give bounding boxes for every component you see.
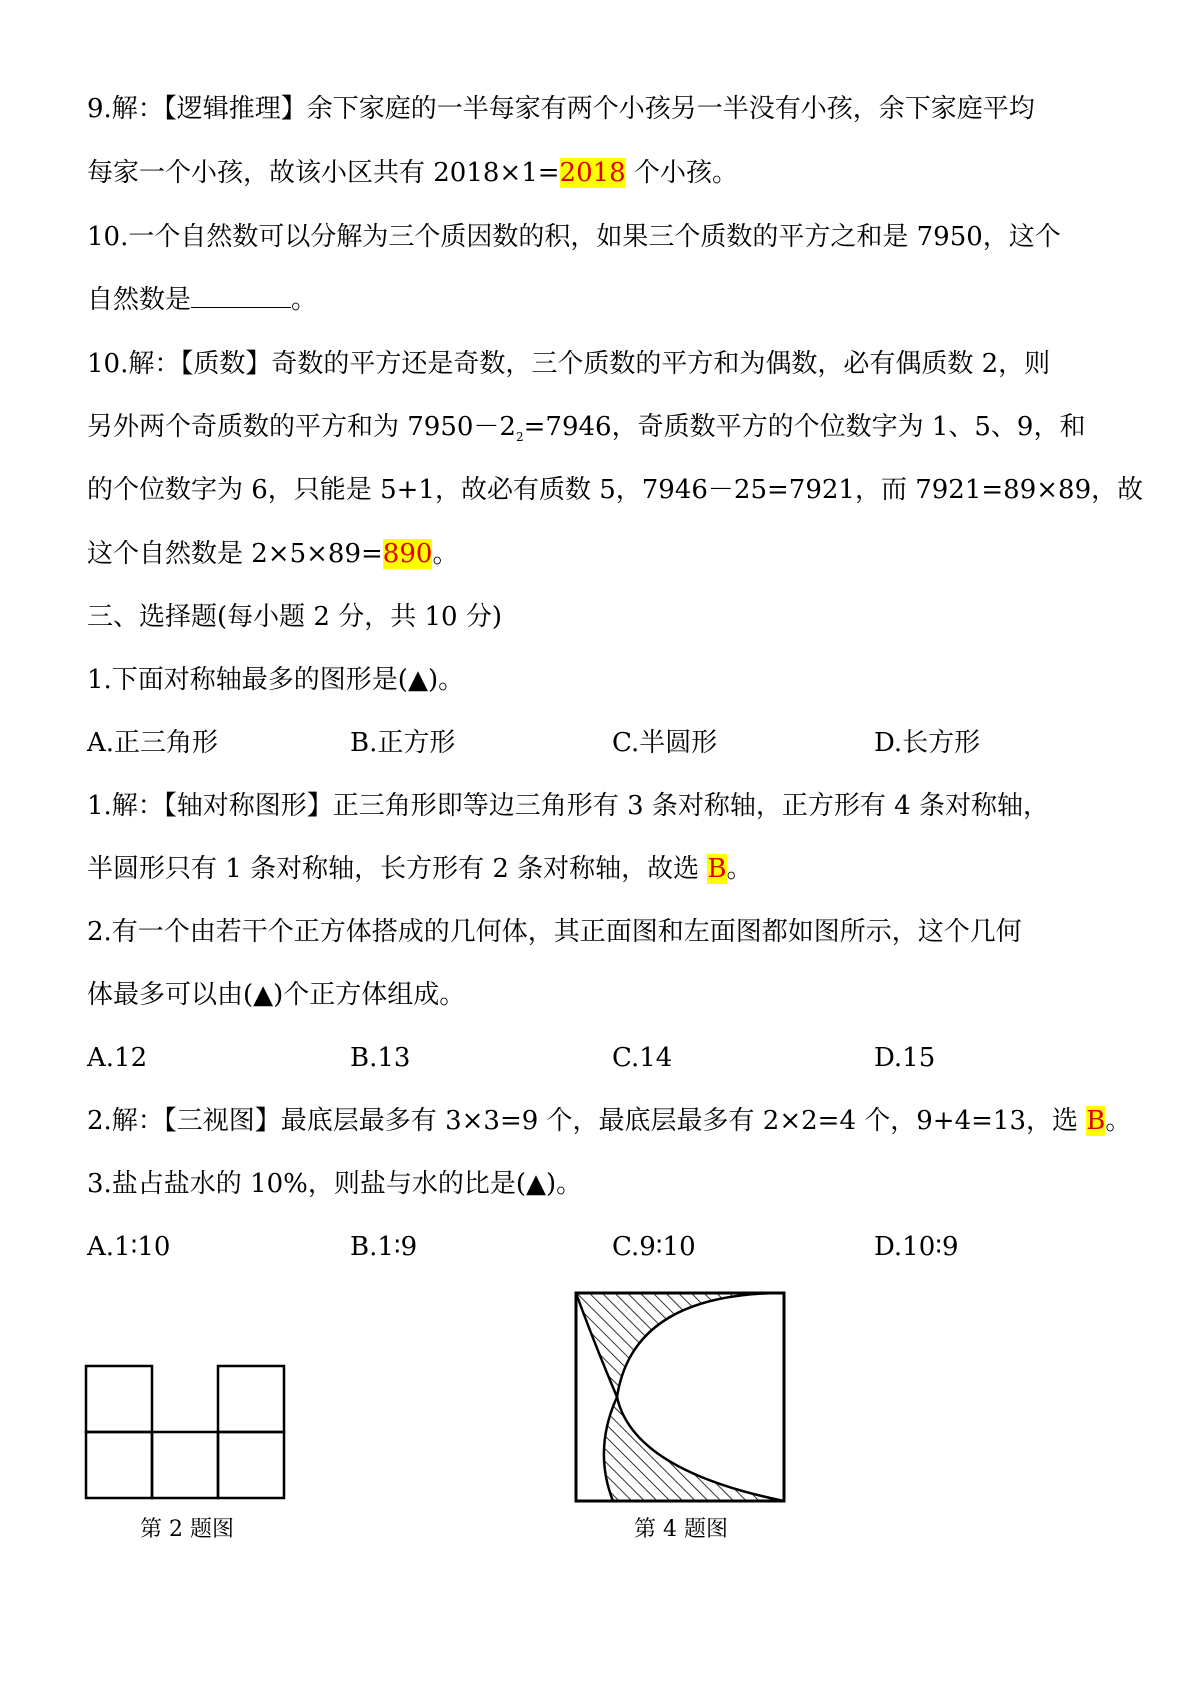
mc2-solution-tail: 。: [1105, 1106, 1132, 1136]
q10-solution-text-cont: =7946，奇质数平方的个位数字为 1、5、9，和: [523, 412, 1086, 442]
mc1-solution-line2: [87, 852, 753, 886]
mc1-option-b: B.正方形: [350, 728, 456, 758]
q10-solution-line1: 10.解：【质数】奇数的平方还是奇数，三个质数的平方和为偶数，必有偶质数 2，则: [87, 349, 1051, 379]
mc2-option-b: B.13: [350, 1043, 411, 1073]
section-title: 三、选择题(每小题 2 分，共 10 分): [87, 602, 502, 632]
mc3-option-b: B.1∶9: [350, 1232, 418, 1262]
mc1-question: 1.下面对称轴最多的图形是(▲)。: [87, 665, 465, 695]
q9-solution-line1: 9.解：【逻辑推理】余下家庭的一半每家有两个小孩另一半没有小孩，余下家庭平均: [87, 94, 1035, 124]
figure-2-views: [84, 1364, 288, 1500]
mc1-solution-line1: 1.解：【轴对称图形】正三角形即等边三角形有 3 条对称轴，正方形有 4 条对称轴，: [87, 791, 1049, 821]
mc2-question-line2: 体最多可以由(▲)个正方体组成。: [87, 980, 466, 1010]
mc1-option-c: C.半圆形: [612, 728, 718, 758]
q10-solution-line4: [87, 537, 458, 571]
q10-question-text: 自然数是: [87, 285, 192, 315]
q10-answer-highlight: 890: [382, 539, 433, 569]
mc2-option-a: A.12: [87, 1043, 148, 1073]
q10-solution-tail: 。: [432, 539, 459, 569]
q10-solution-line2: [87, 410, 1085, 454]
mc3-option-d: D.10∶9: [874, 1232, 959, 1262]
figure-2-caption: 第 2 题图: [140, 1517, 234, 1542]
mc2-question-line1: 2.有一个由若干个正方体搭成的几何体，其正面图和左面图都如图所示，这个几何: [87, 917, 1022, 947]
q10-question-line1: 10.一个自然数可以分解为三个质因数的积，如果三个质数的平方之和是 7950，这个: [87, 222, 1061, 252]
mc2-option-d: D.15: [874, 1043, 936, 1073]
mc3-option-a: A.1∶10: [87, 1232, 171, 1262]
q9-solution-tail: 个小孩。: [625, 158, 738, 188]
q9-answer-highlight: 2018: [559, 158, 626, 188]
figure-4-diagram: [573, 1290, 787, 1504]
exponent: 2: [515, 430, 524, 445]
mc2-solution-text: 2.解：【三视图】最底层最多有 3×3=9 个，最底层最多有 2×2=4 个，9+4=13，选: [87, 1106, 1087, 1136]
mc3-option-c: C.9∶10: [612, 1232, 696, 1262]
mc3-question: 3.盐占盐水的 10%，则盐与水的比是(▲)。: [87, 1169, 583, 1199]
mc2-solution: [87, 1104, 1131, 1138]
q10-question-line2: [87, 283, 317, 317]
q10-solution-text: 另外两个奇质数的平方和为 7950－2: [87, 412, 516, 442]
mc1-option-d: D.长方形: [874, 728, 981, 758]
mc1-option-a: A.正三角形: [87, 728, 219, 758]
answer-blank: [191, 285, 291, 308]
q10-solution-line3: 的个位数字为 6，只能是 5+1，故必有质数 5，7946－25=7921，而 7921=89×89，故: [87, 475, 1144, 505]
mc1-solution-text: 半圆形只有 1 条对称轴，长方形有 2 条对称轴，故选: [87, 854, 708, 884]
mc1-answer-highlight: B: [707, 854, 727, 884]
mc1-solution-tail: 。: [726, 854, 753, 884]
mc2-answer-highlight: B: [1086, 1106, 1106, 1136]
q9-solution-text: 每家一个小孩，故该小区共有 2018×1=: [87, 158, 560, 188]
q10-question-tail: 。: [291, 285, 318, 315]
q10-solution-text: 这个自然数是 2×5×89=: [87, 539, 383, 569]
q9-solution-line2: [87, 156, 738, 190]
mc2-option-c: C.14: [612, 1043, 673, 1073]
figure-4-caption: 第 4 题图: [634, 1517, 728, 1542]
